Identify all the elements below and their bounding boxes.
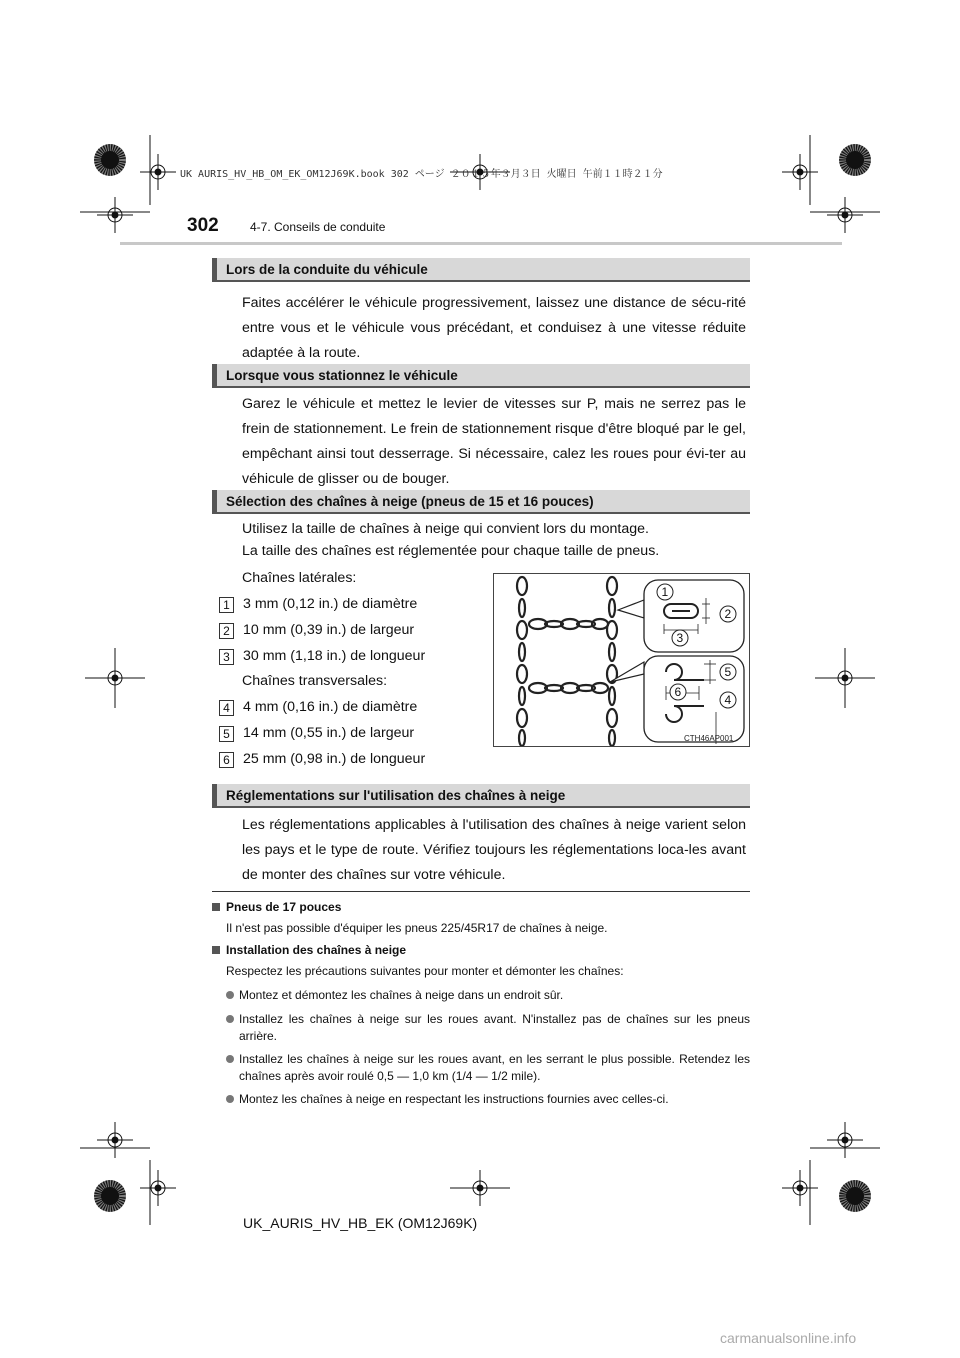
svg-text:4: 4 xyxy=(724,693,732,707)
callout-4 xyxy=(720,692,736,708)
selection-line-2: La taille des chaînes est réglementée pour chaque taille de pneus. xyxy=(242,543,660,559)
item-text-2: 10 mm (0,39 in.) de largeur xyxy=(243,622,415,638)
print-stamp: UK AURIS_HV_HB_OM_EK_OM12J69K.book 302 ページ ２０１５年３月３日 火曜日 午前１１時２１分 xyxy=(180,169,663,180)
chapter-title: 4-7. Conseils de conduite xyxy=(250,220,386,234)
note-title-17-inch: Pneus de 17 pouces xyxy=(212,900,341,914)
item-number-5: 5 xyxy=(219,726,234,742)
svg-text:6: 6 xyxy=(674,685,682,699)
item-text-6: 25 mm (0,98 in.) de longueur xyxy=(243,751,426,767)
callout-5 xyxy=(720,664,736,680)
item-text-3: 30 mm (1,18 in.) de longueur xyxy=(243,648,426,664)
bullet-item-4: Montez les chaînes à neige en respectant les instructions fournies avec celles-ci. xyxy=(226,1091,750,1108)
item-text-4: 4 mm (0,16 in.) de diamètre xyxy=(243,699,418,715)
note-text-installation: Respectez les précautions suivantes pour monter et démonter les chaînes: xyxy=(226,964,624,978)
bullet-dot-icon xyxy=(226,1095,234,1103)
bullet-item-3: Installez les chaînes à neige sur les roues avant, en les serrant le plus possible. Retendez les chaînes après avoir roulé 0,5 — 1,0 km (1/4 — 1/2 mile). xyxy=(226,1051,750,1085)
side-chains-label: Chaînes latérales: xyxy=(242,570,357,586)
note-title-installation: Installation des chaînes à neige xyxy=(212,943,406,957)
footer-manual-code: UK_AURIS_HV_HB_EK (OM12J69K) xyxy=(243,1215,478,1231)
figure-code: CTH46AP001 xyxy=(684,734,734,743)
parking-paragraph: Garez le véhicule et mettez le levier de vitesses sur P, mais ne serrez pas le frein de stationnement. Le frein de stationnement risque d'être bloqué par le gel, empêchant ainsi tout desserrage. Si nécessaire, calez les roues pour évi-ter au véhicule de glisser ou de bouger. xyxy=(242,396,746,487)
snow-chain-figure xyxy=(493,573,750,747)
selection-line-1: Utilisez la taille de chaînes à neige qui convient lors du montage. xyxy=(242,521,649,537)
bullet-dot-icon xyxy=(226,1015,234,1023)
callout-6 xyxy=(670,684,686,700)
regulations-paragraph: Les réglementations applicables à l'utilisation des chaînes à neige varient selon les pays et le type de route. Vérifiez toujours les réglementations loca-les avant de monter des chaînes sur votre véhicule. xyxy=(242,817,746,883)
item-number-6: 6 xyxy=(219,752,234,768)
item-text-1: 3 mm (0,12 in.) de diamètre xyxy=(243,596,418,612)
driving-paragraph: Faites accélérer le véhicule progressivement, laissez une distance de sécu-rité entre vous et le véhicule vous précédant, et conduisez à une vitesse réduite adaptée à la route. xyxy=(242,295,746,361)
section-heading-driving: Lors de la conduite du véhicule xyxy=(212,258,750,282)
square-bullet-icon xyxy=(212,946,220,954)
svg-text:5: 5 xyxy=(724,665,732,679)
svg-text:2: 2 xyxy=(724,607,732,621)
bullet-item-2: Installez les chaînes à neige sur les roues avant. N'installez pas de chaînes sur les pneus arrière. xyxy=(226,1011,750,1045)
note-text-17-inch: Il n'est pas possible d'équiper les pneus 225/45R17 de chaînes à neige. xyxy=(226,921,608,935)
item-number-1: 1 xyxy=(219,597,234,613)
bullet-dot-icon xyxy=(226,991,234,999)
svg-text:3: 3 xyxy=(676,631,684,645)
callout-2 xyxy=(720,606,736,622)
item-number-3: 3 xyxy=(219,649,234,665)
item-text-5: 14 mm (0,55 in.) de largeur xyxy=(243,725,415,741)
header-rule xyxy=(120,242,842,245)
page-number: 302 xyxy=(187,215,219,236)
section-heading-regulations: Réglementations sur l'utilisation des chaînes à neige xyxy=(212,784,750,808)
notes-divider xyxy=(212,891,750,892)
square-bullet-icon xyxy=(212,903,220,911)
snow-chain-illustration xyxy=(494,574,749,746)
watermark: carmanualsonline.info xyxy=(720,1330,857,1346)
item-number-4: 4 xyxy=(219,700,234,716)
bullet-dot-icon xyxy=(226,1055,234,1063)
cross-chains-label: Chaînes transversales: xyxy=(242,673,388,689)
section-heading-parking: Lorsque vous stationnez le véhicule xyxy=(212,364,750,388)
item-number-2: 2 xyxy=(219,623,234,639)
callout-1 xyxy=(657,584,673,600)
bullet-item-1: Montez et démontez les chaînes à neige dans un endroit sûr. xyxy=(226,987,750,1004)
callout-3 xyxy=(672,630,688,646)
section-heading-selection: Sélection des chaînes à neige (pneus de 15 et 16 pouces) xyxy=(212,490,750,514)
svg-text:1: 1 xyxy=(661,585,669,599)
